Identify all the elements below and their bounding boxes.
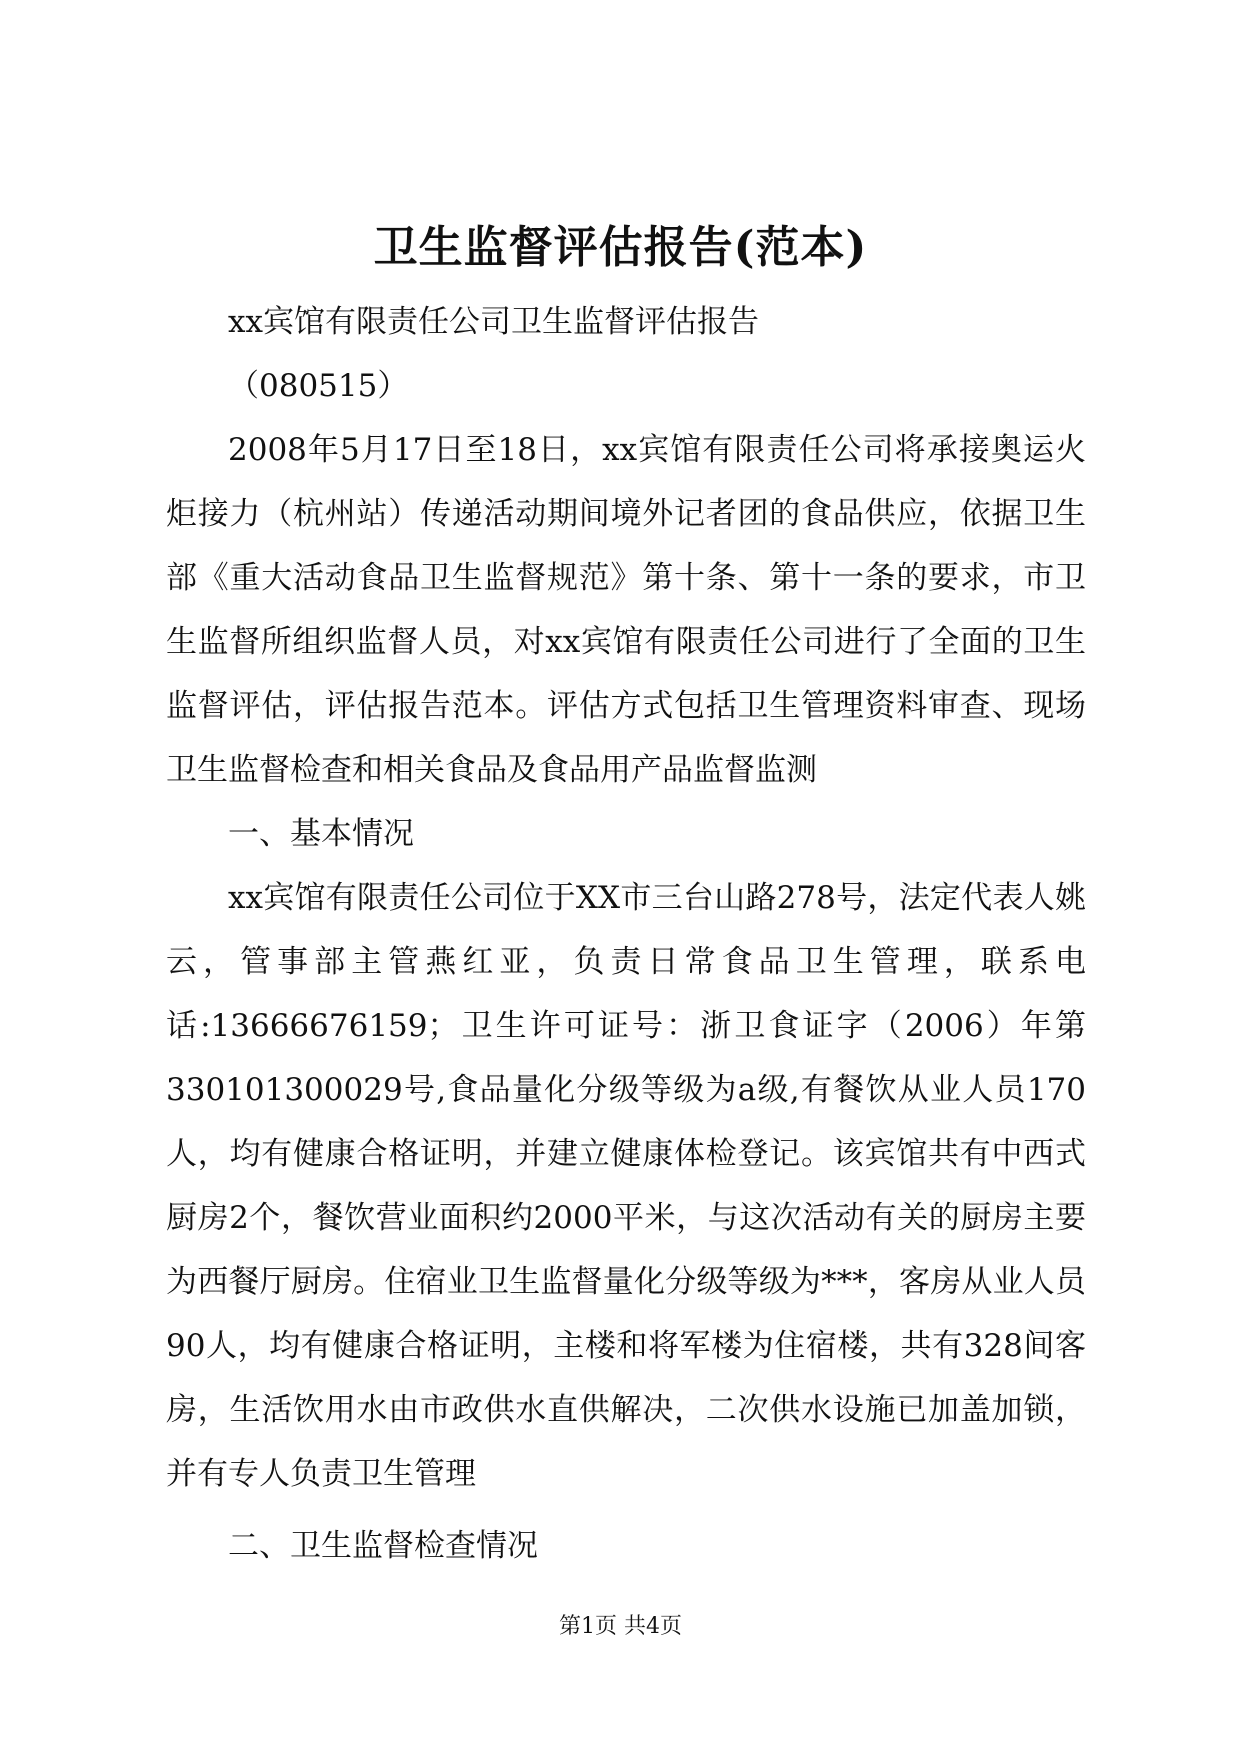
section-heading-basic: 一、基本情况 bbox=[228, 816, 414, 852]
basic-info-paragraph: xx宾馆有限责任公司位于XX市三台山路278号，法定代表人姚云，管事部主管燕红亚，负责日常食品卫生管理，联系电话:13666676159；卫生许可证号：浙卫食证字（2006）年第330101300029号,食品量化分级等级为a级,有餐饮从业人员170人，均有健康合格证明，并建立健康体检登记。该宾馆共有中西式厨房2个，餐饮营业面积约2000平米，与这次活动有关的厨房主要为西餐厅厨房。住宿业卫生监督量化分级等级为***，客房从业人员90人，均有健康合格证明，主楼和将军楼为住宿楼，共有328间客房，生活饮用水由市政供水直供解决，二次供水设施已加盖加锁，并有专人负责卫生管理 bbox=[166, 880, 1086, 1492]
document-title: 卫生监督评估报告(范本) bbox=[373, 222, 868, 273]
page-footer: 第1页 共4页 bbox=[559, 1614, 682, 1639]
document-body bbox=[166, 290, 1086, 1578]
section-heading-inspection: 二、卫生监督检查情况 bbox=[228, 1528, 538, 1564]
report-number: （080515） bbox=[228, 368, 409, 404]
intro-paragraph: 2008年5月17日至18日，xx宾馆有限责任公司将承接奥运火炬接力（杭州站）传递活动期间境外记者团的食品供应，依据卫生部《重大活动食品卫生监督规范》第十条、第十一条的要求，市卫生监督所组织监督人员，对xx宾馆有限责任公司进行了全面的卫生监督评估，评估报告范本。评估方式包括卫生管理资料审查、现场卫生监督检查和相关食品及食品用产品监督监测 bbox=[166, 432, 1086, 788]
report-subtitle: xx宾馆有限责任公司卫生监督评估报告 bbox=[228, 304, 759, 340]
